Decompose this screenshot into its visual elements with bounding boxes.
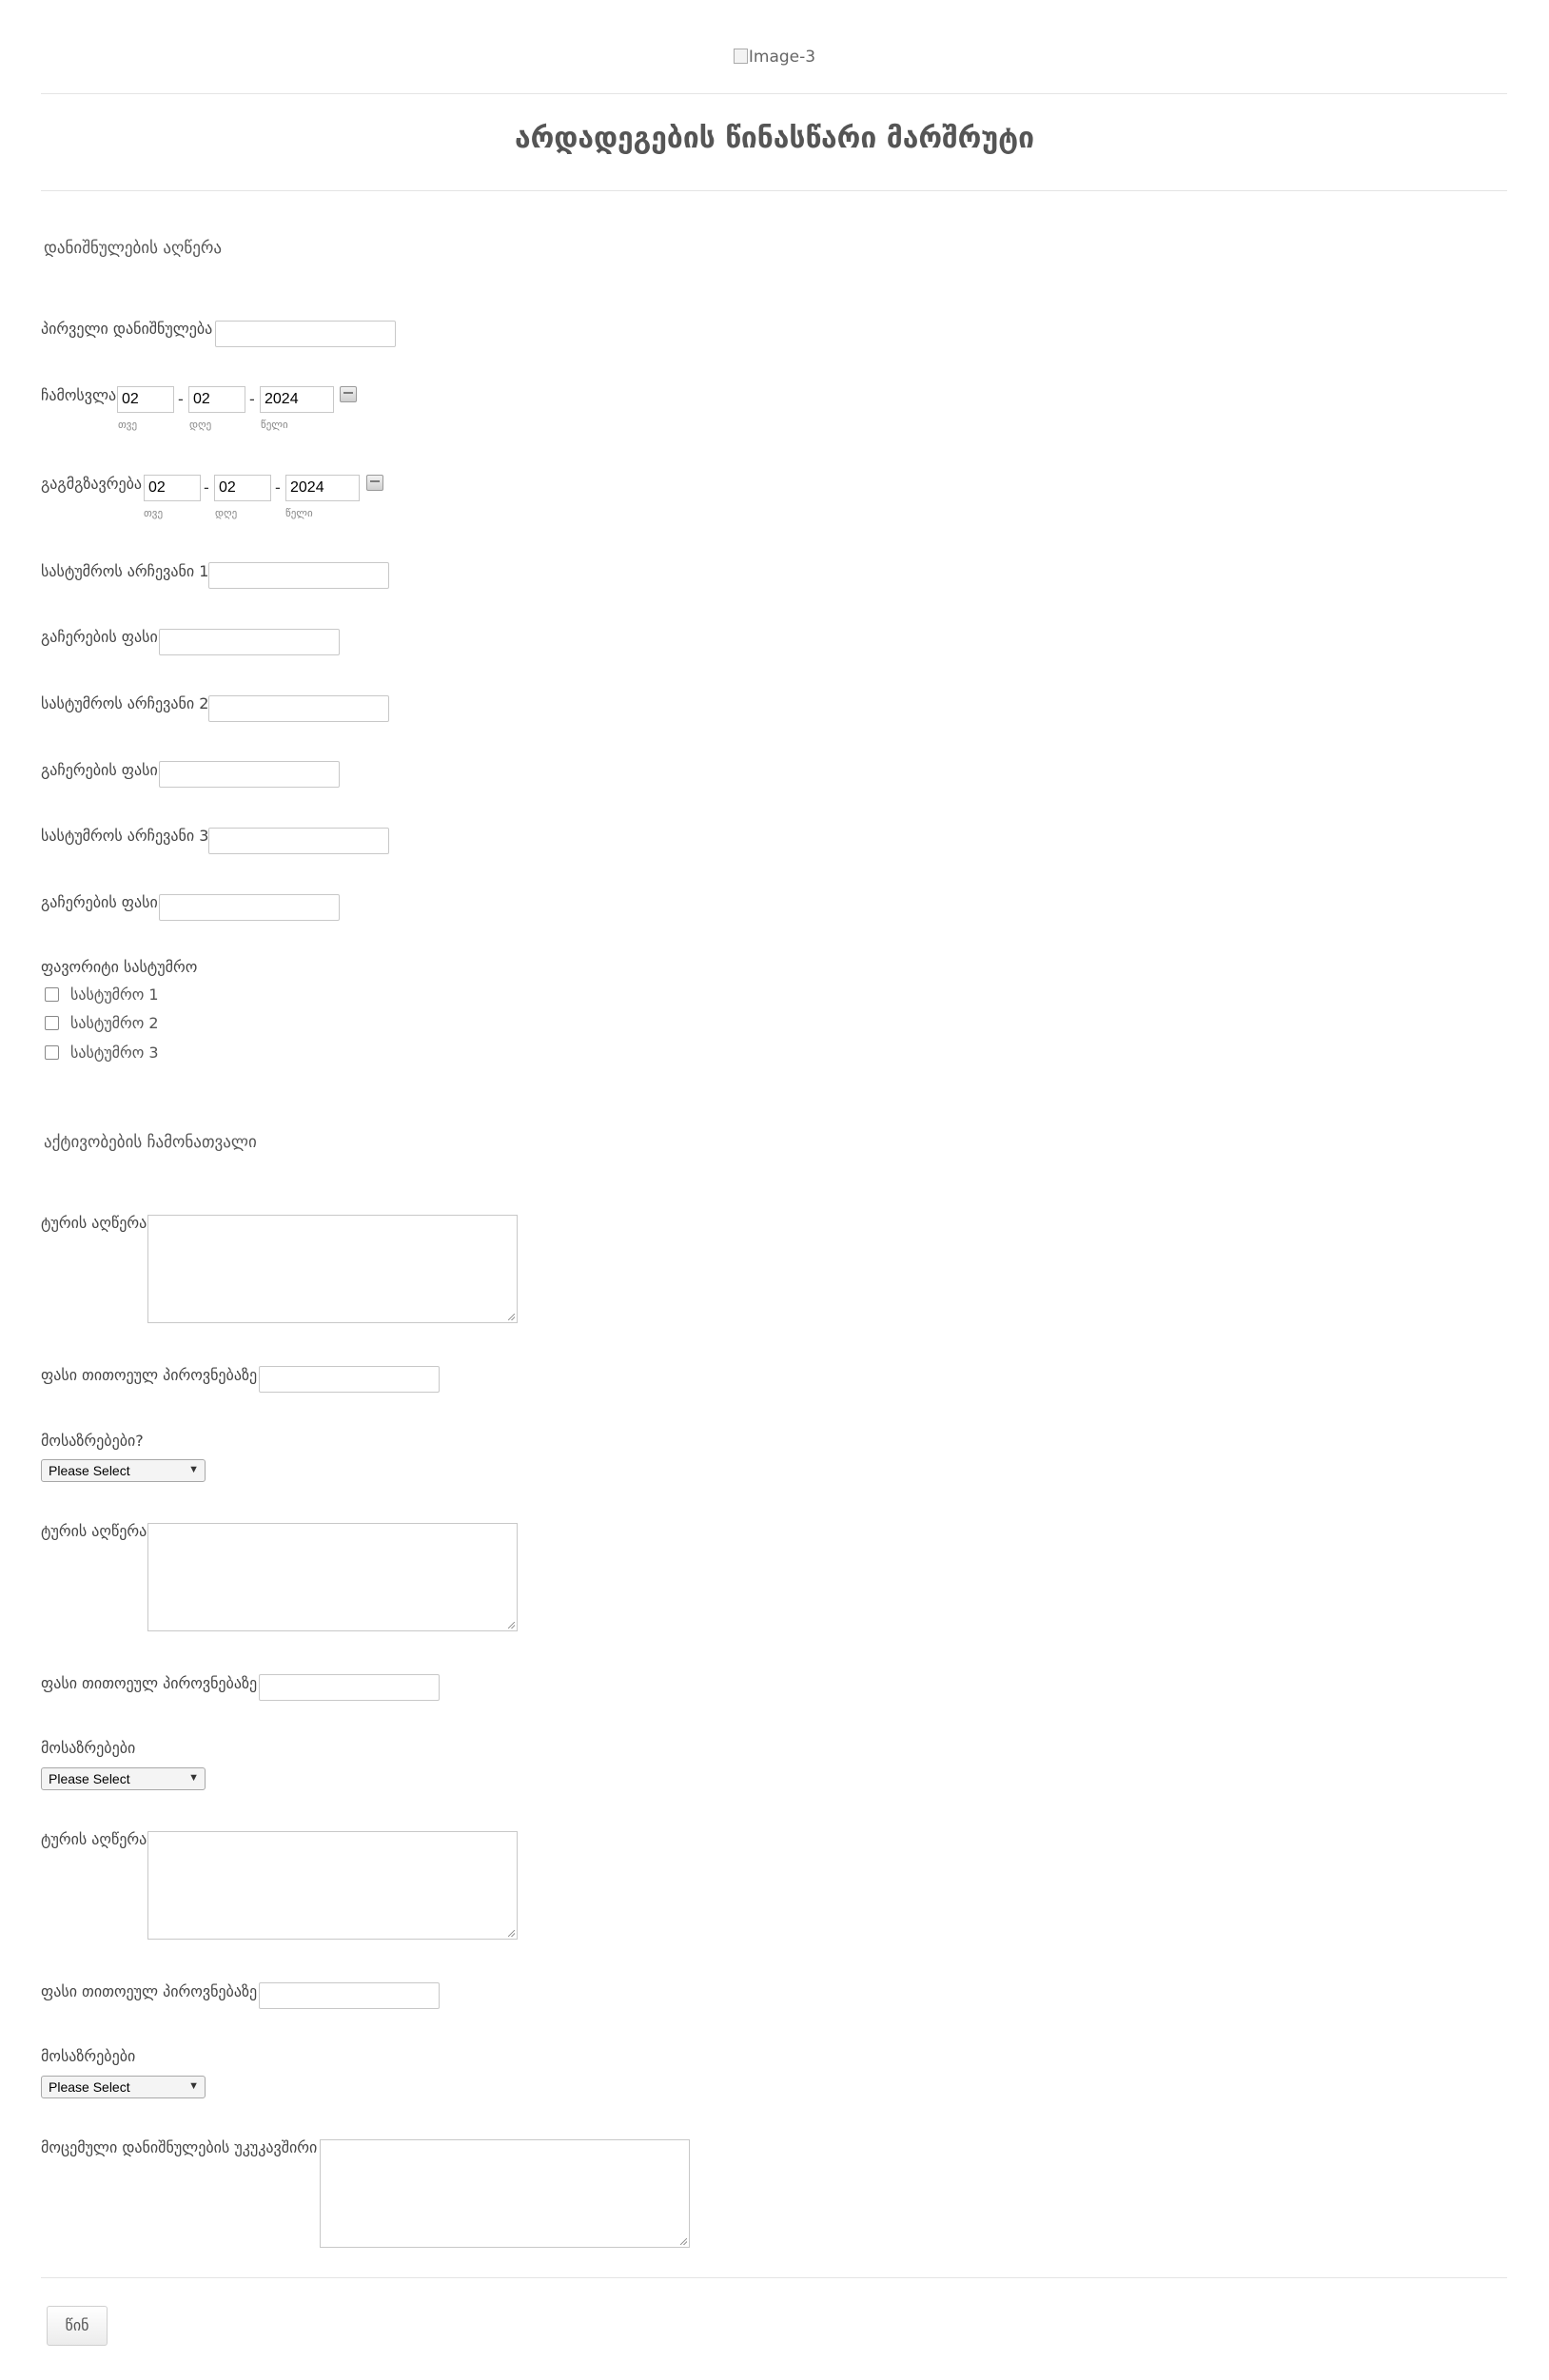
arrival-day-sublabel: დღე (189, 419, 212, 431)
header-image (0, 48, 1549, 67)
hotel-price-3-label: გაჩერების ფასი (41, 893, 158, 911)
tour-description-1-textarea[interactable] (147, 1215, 518, 1323)
hotel-price-2-label: გაჩერების ფასი (41, 761, 158, 779)
date-separator: - (249, 390, 255, 408)
arrival-month-sublabel: თვე (118, 419, 138, 431)
select-value: Please Select (49, 1463, 130, 1478)
arrival-label: ჩამოსვლა (41, 386, 117, 404)
tour-description-2-textarea[interactable] (147, 1523, 518, 1631)
opinions-2-label: მოსაზრებები (41, 1739, 136, 1757)
departure-day-sublabel: დღე (215, 507, 238, 519)
hotel-price-3-input[interactable] (159, 894, 340, 921)
favorite-hotel-option-1[interactable] (45, 985, 159, 1005)
calendar-icon[interactable] (340, 386, 357, 402)
hotel-price-2-input[interactable] (159, 761, 340, 788)
date-separator: - (178, 390, 184, 408)
checkbox[interactable] (45, 1045, 59, 1060)
divider (41, 2277, 1507, 2278)
select-value: Please Select (49, 2079, 130, 2095)
tour-description-3-textarea[interactable] (147, 1831, 518, 1940)
destination-feedback-label: მოცემული დანიშნულების უკუკავშირი (41, 2138, 318, 2156)
checkbox-label: სასტუმრო 3 (70, 1044, 159, 1062)
page-title: არდადეგების წინასწარი მარშრუტი (515, 122, 1034, 155)
first-destination-input[interactable] (215, 321, 396, 347)
hotel-choice-2-label: სასტუმროს არჩევანი 2 (41, 694, 209, 712)
favorite-hotel-option-2[interactable] (45, 1014, 159, 1033)
first-destination-label: პირველი დანიშნულება (41, 320, 213, 338)
chevron-down-icon: ▼ (188, 1772, 199, 1784)
departure-day-input[interactable]: 02 (214, 475, 271, 501)
hotel-price-1-label: გაჩერების ფასი (41, 628, 158, 646)
price-per-person-1-input[interactable] (259, 1366, 440, 1393)
section-title-destination: დანიშნულების აღწერა (44, 239, 222, 258)
price-per-person-1-label: ფასი თითოეულ პიროვნებაზე (41, 1366, 258, 1384)
price-per-person-3-input[interactable] (259, 1982, 440, 2009)
back-button[interactable]: წინ (47, 2306, 108, 2346)
date-separator: - (275, 478, 281, 497)
broken-image-icon (734, 49, 748, 64)
checkbox[interactable] (45, 987, 59, 1002)
opinions-3-select[interactable] (41, 2076, 206, 2098)
chevron-down-icon: ▼ (188, 1464, 199, 1475)
date-separator: - (204, 478, 209, 497)
tour-description-3-label: ტურის აღწერა (41, 1830, 147, 1848)
arrival-day-input[interactable]: 02 (188, 386, 245, 413)
checkbox-label: სასტუმრო 2 (70, 1014, 159, 1032)
hotel-choice-1-input[interactable] (208, 562, 389, 589)
price-per-person-3-label: ფასი თითოეულ პიროვნებაზე (41, 1982, 258, 2000)
departure-year-input[interactable]: 2024 (285, 475, 360, 501)
divider (41, 93, 1507, 94)
checkbox[interactable] (45, 1016, 59, 1030)
divider (41, 190, 1507, 191)
favorite-hotel-label: ფავორიტი სასტუმრო (41, 958, 198, 976)
header-image-alt: Image-3 (748, 48, 816, 67)
destination-feedback-textarea[interactable] (320, 2139, 690, 2248)
arrival-year-input[interactable]: 2024 (260, 386, 334, 413)
opinions-3-label: მოსაზრებები (41, 2047, 136, 2065)
hotel-choice-2-input[interactable] (208, 695, 389, 722)
calendar-icon[interactable] (366, 475, 383, 491)
checkbox-label: სასტუმრო 1 (70, 985, 159, 1004)
arrival-year-sublabel: წელი (261, 419, 288, 431)
price-per-person-2-label: ფასი თითოეულ პიროვნებაზე (41, 1674, 258, 1692)
departure-month-sublabel: თვე (144, 507, 164, 519)
hotel-price-1-input[interactable] (159, 629, 340, 655)
hotel-choice-3-label: სასტუმროს არჩევანი 3 (41, 827, 209, 845)
arrival-month-input[interactable]: 02 (117, 386, 174, 413)
price-per-person-2-input[interactable] (259, 1674, 440, 1701)
departure-month-input[interactable]: 02 (144, 475, 201, 501)
opinions-1-select[interactable] (41, 1459, 206, 1482)
departure-year-sublabel: წელი (285, 507, 313, 519)
tour-description-1-label: ტურის აღწერა (41, 1214, 147, 1232)
select-value: Please Select (49, 1771, 130, 1786)
departure-label: გაგმგზავრება (41, 475, 142, 493)
hotel-choice-1-label: სასტუმროს არჩევანი 1 (41, 562, 209, 580)
opinions-2-select[interactable] (41, 1767, 206, 1790)
chevron-down-icon: ▼ (188, 2080, 199, 2092)
tour-description-2-label: ტურის აღწერა (41, 1522, 147, 1540)
hotel-choice-3-input[interactable] (208, 828, 389, 854)
favorite-hotel-option-3[interactable] (45, 1044, 159, 1063)
section-title-activities: აქტივობების ჩამონათვალი (44, 1133, 257, 1152)
opinions-1-label: მოსაზრებები? (41, 1432, 144, 1450)
